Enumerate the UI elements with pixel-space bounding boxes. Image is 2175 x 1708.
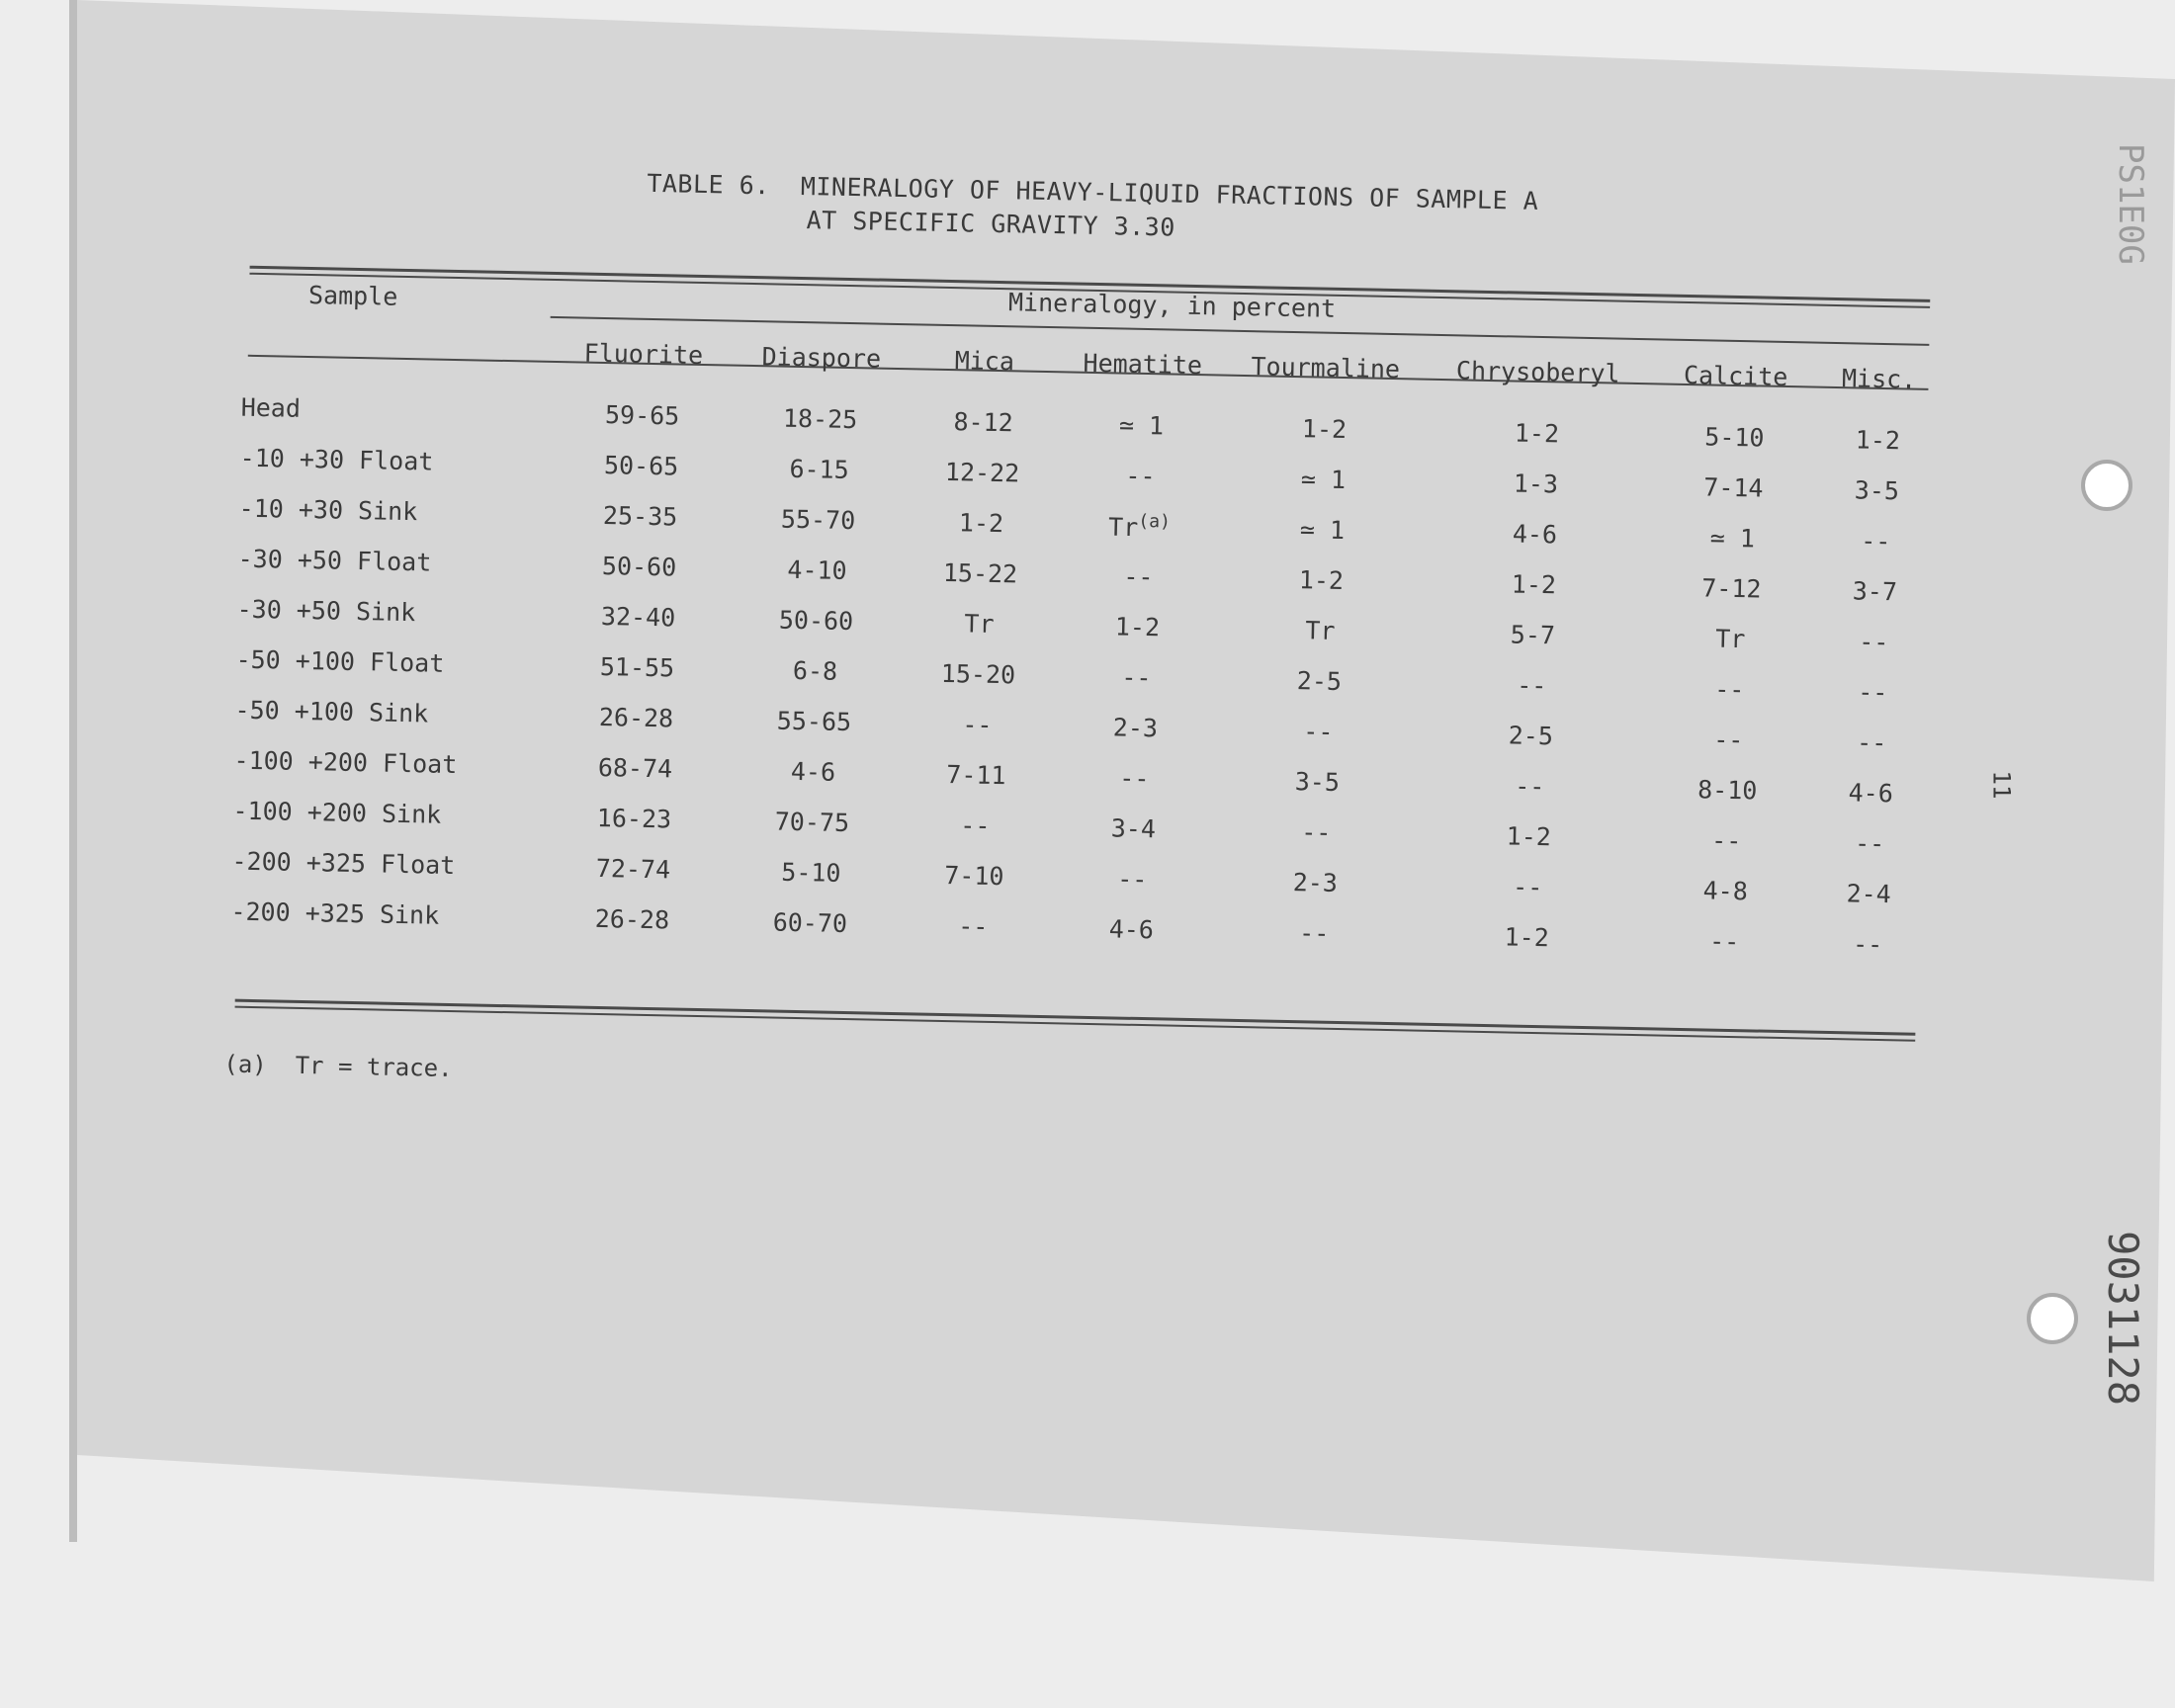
cell-chrysoberyl: -- (1514, 771, 1545, 802)
cell-diaspore: 6-15 (789, 454, 849, 484)
col-header-hematite: Hematite (1083, 348, 1203, 381)
sheet-edge-shadow (69, 0, 77, 1542)
cell-misc: -- (1858, 627, 1889, 657)
cell-chrysoberyl: 5-7 (1510, 620, 1556, 650)
cell-fluorite: 26-28 (594, 903, 670, 935)
cell-tourmaline: 2-3 (1292, 868, 1339, 897)
cell-hematite: -- (1119, 763, 1150, 794)
col-header-fluorite: Fluorite (583, 338, 704, 370)
cell-tourmaline: -- (1303, 717, 1334, 746)
cell-calcite: -- (1708, 926, 1740, 957)
cell-fluorite: 59-65 (604, 400, 680, 431)
table-title (646, 167, 1538, 252)
title-line-1: TABLE 6. MINERALOGY OF HEAVY-LIQUID FRACTIONS OF SAMPLE A (647, 168, 1539, 215)
col-header-mica: Mica (954, 346, 1015, 377)
cell-tourmaline: 1-2 (1301, 414, 1348, 445)
cell-mica: -- (958, 911, 989, 941)
cell-diaspore: 6-8 (792, 655, 838, 686)
document-content (194, 148, 1953, 1132)
table-body (226, 361, 1938, 971)
cell-chrysoberyl: 1-2 (1504, 922, 1550, 953)
cell-misc: 2-4 (1846, 879, 1892, 909)
cell-calcite: -- (1713, 674, 1745, 705)
cell-fluorite: 51-55 (599, 651, 675, 683)
cell-diaspore: 55-65 (776, 706, 852, 737)
cell-diaspore: 55-70 (780, 504, 856, 536)
cell-tourmaline: 1-2 (1298, 565, 1345, 596)
cell-chrysoberyl: 2-5 (1508, 721, 1554, 751)
cell-misc: -- (1856, 727, 1887, 758)
cell-diaspore: 70-75 (774, 807, 850, 838)
footnote-marker: (a) (1138, 510, 1172, 533)
cell-sample: -50 +100 Sink (234, 695, 429, 728)
cell-calcite: -- (1710, 825, 1742, 856)
cell-fluorite: 25-35 (602, 501, 678, 532)
cell-misc: 3-7 (1852, 576, 1898, 607)
punch-hole-bottom (2027, 1293, 2078, 1344)
cell-diaspore: 18-25 (782, 403, 858, 435)
cell-sample: Head (240, 392, 302, 423)
stamp-top: PS1E0G (2111, 143, 2150, 265)
cell-hematite: -- (1116, 864, 1148, 895)
cell-sample: -200 +325 Sink (230, 897, 440, 930)
cell-chrysoberyl: 1-3 (1513, 469, 1559, 499)
cell-misc: -- (1852, 929, 1883, 960)
cell-tourmaline: ≃ 1 (1299, 515, 1346, 546)
cell-mica: 7-11 (946, 760, 1006, 791)
cell-diaspore: 5-10 (781, 857, 841, 888)
cell-misc: -- (1854, 828, 1885, 859)
cell-mica: Tr (964, 609, 995, 639)
cell-tourmaline: 2-5 (1296, 666, 1343, 697)
cell-chrysoberyl: 1-2 (1506, 821, 1552, 852)
cell-sample: -100 +200 Float (233, 745, 458, 780)
col-header-calcite: Calcite (1683, 360, 1788, 392)
bottom-double-rule (235, 999, 1916, 1042)
cell-tourmaline: -- (1300, 817, 1332, 847)
cell-chrysoberyl: -- (1517, 670, 1547, 701)
cell-calcite: 5-10 (1704, 422, 1765, 453)
cell-calcite: 4-8 (1702, 876, 1749, 906)
cell-hematite (1055, 499, 1224, 553)
cell-tourmaline: Tr (1305, 616, 1336, 645)
cell-mica: 8-12 (953, 407, 1013, 438)
cell-hematite: -- (1123, 561, 1154, 592)
punch-hole-top (2081, 460, 2132, 511)
cell-mica: 1-2 (958, 508, 1004, 539)
cell-sample: -100 +200 Sink (232, 796, 442, 829)
cell-mica: 15-20 (940, 658, 1016, 690)
cell-calcite: 7-14 (1703, 472, 1764, 503)
col-header-tourmaline: Tourmaline (1251, 352, 1401, 384)
mineralogy-table (226, 280, 1940, 971)
cell-diaspore: 4-10 (787, 555, 847, 585)
cell-fluorite: 50-60 (601, 551, 677, 582)
cell-mica: 12-22 (944, 457, 1020, 488)
cell-calcite: ≃ 1 (1709, 523, 1756, 554)
cell-fluorite: 16-23 (596, 803, 672, 834)
cell-misc: 3-5 (1854, 475, 1900, 506)
page-number: 11 (1987, 770, 2016, 800)
cell-diaspore: 50-60 (778, 605, 854, 637)
cell-hematite: 3-4 (1110, 813, 1157, 844)
cell-mica: 7-10 (943, 861, 1004, 892)
cell-hematite: -- (1125, 461, 1156, 491)
cell-sample: -10 +30 Sink (238, 493, 418, 527)
cell-hematite-value: Tr (1107, 512, 1139, 543)
cell-fluorite: 72-74 (595, 853, 671, 885)
cell-chrysoberyl: 1-2 (1511, 569, 1557, 600)
cell-calcite: -- (1712, 725, 1744, 755)
cell-mica: 15-22 (942, 557, 1018, 589)
cell-sample: -30 +50 Float (237, 544, 432, 577)
cell-tourmaline: 3-5 (1294, 767, 1341, 798)
cell-misc: -- (1857, 677, 1888, 708)
cell-sample: -50 +100 Float (235, 644, 445, 678)
cell-misc: 1-2 (1855, 425, 1901, 456)
col-header-diaspore: Diaspore (761, 342, 882, 374)
cell-misc: -- (1861, 526, 1891, 556)
cell-hematite: 4-6 (1108, 914, 1155, 945)
cell-sample: -10 +30 Float (239, 443, 434, 476)
cell-mica: -- (962, 710, 993, 739)
cell-fluorite: 68-74 (597, 752, 673, 784)
cell-hematite: ≃ 1 (1118, 410, 1165, 441)
cell-sample: -200 +325 Float (231, 846, 456, 881)
cell-chrysoberyl: 4-6 (1512, 519, 1558, 550)
col-header-sample: Sample (307, 280, 398, 311)
group-header: Mineralogy, in percent (1007, 288, 1337, 323)
cell-fluorite: 50-65 (603, 451, 679, 481)
cell-calcite: 8-10 (1696, 775, 1758, 806)
cell-fluorite: 32-40 (600, 601, 676, 633)
cell-sample: -30 +50 Sink (236, 594, 416, 628)
cell-mica: -- (960, 811, 991, 840)
cell-diaspore: 4-6 (790, 756, 836, 787)
cell-tourmaline: ≃ 1 (1300, 465, 1347, 495)
title-line-2: AT SPECIFIC GRAVITY 3.30 (806, 206, 1176, 242)
stamp-bottom: 9031128 (2099, 1231, 2147, 1407)
footnote: (a) Tr = trace. (223, 1050, 453, 1083)
cell-hematite: 2-3 (1112, 713, 1159, 743)
cell-calcite: Tr (1714, 624, 1746, 654)
cell-hematite: -- (1121, 662, 1152, 693)
col-header-misc: Misc. (1841, 364, 1917, 394)
cell-tourmaline: -- (1298, 918, 1330, 948)
cell-chrysoberyl: 1-2 (1514, 418, 1560, 449)
cell-chrysoberyl: -- (1512, 872, 1543, 902)
cell-hematite: 1-2 (1114, 612, 1161, 642)
cell-calcite: 7-12 (1700, 573, 1762, 604)
cell-diaspore: 60-70 (772, 907, 848, 939)
cell-misc: 4-6 (1848, 778, 1894, 809)
col-header-chrysoberyl: Chrysoberyl (1455, 356, 1620, 388)
cell-fluorite: 26-28 (598, 702, 674, 733)
